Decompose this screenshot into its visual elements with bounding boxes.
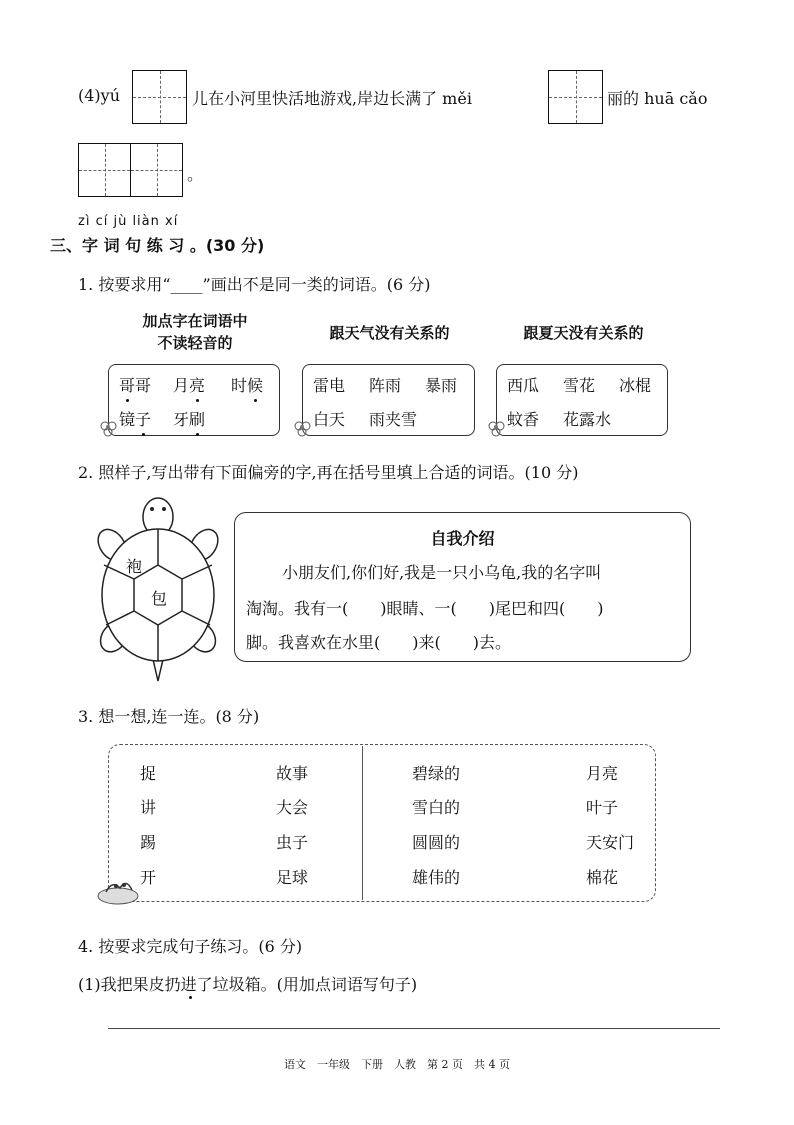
q4-prompt: 4. 按要求完成句子练习。(6 分) [78, 937, 303, 956]
match-word[interactable]: 虫子 [276, 833, 309, 852]
word-item[interactable]: 雷电 [313, 376, 346, 395]
doodle-decoration-icon [96, 876, 140, 906]
word-group-box [496, 364, 668, 436]
match-word[interactable]: 雄伟的 [412, 868, 461, 887]
page-footer: 语文 一年级 下册 人教 第 2 页 共 4 页 [284, 1058, 510, 1071]
word-item[interactable]: 西瓜 [507, 376, 540, 395]
section-pinyin: zì cí jù liàn xí [78, 214, 179, 229]
turtle-shell-char: 袍 [126, 557, 143, 576]
word-item[interactable]: 哥哥 [119, 373, 151, 396]
intro-line[interactable]: 淘淘。我有一( )眼睛、一( )尾巴和四( ) [246, 599, 604, 618]
flower-decoration-icon [486, 418, 508, 438]
section-title: 三、字 词 句 练 习 。(30 分) [50, 236, 265, 255]
intro-line[interactable]: 脚。我喜欢在水里( )来( )去。 [246, 633, 511, 652]
match-word[interactable]: 讲 [140, 798, 157, 817]
word-item[interactable]: 蚊香 [507, 410, 540, 429]
word-group-box [302, 364, 475, 436]
word-item[interactable]: 阵雨 [369, 376, 402, 395]
sentence-end-mark: 。 [187, 165, 204, 184]
match-word[interactable]: 大会 [276, 798, 309, 817]
word-item[interactable]: 暴雨 [425, 376, 458, 395]
word-item[interactable]: 冰棍 [619, 376, 652, 395]
matching-divider [362, 746, 363, 900]
match-word[interactable]: 碧绿的 [412, 764, 461, 783]
intro-line: 小朋友们,你们好,我是一只小乌龟,我的名字叫 [282, 563, 602, 582]
match-word[interactable]: 开 [140, 868, 157, 887]
word-item[interactable]: 镜子 [119, 407, 151, 430]
category-title: 加点字在词语中 不读轻音的 [142, 312, 248, 352]
flower-decoration-icon [292, 418, 314, 438]
match-word[interactable]: 足球 [276, 868, 309, 887]
footer-rule [108, 1028, 720, 1029]
category-title: 跟天气没有关系的 [329, 324, 450, 342]
match-word[interactable]: 踢 [140, 833, 157, 852]
word-item[interactable]: 花露水 [563, 410, 612, 429]
q4-fill-suffix: 丽的 huā cǎo [607, 89, 708, 108]
writing-box[interactable] [548, 70, 603, 124]
q4-fill-prefix: (4)yú [78, 86, 121, 105]
word-group-box [108, 364, 280, 436]
writing-box[interactable] [130, 143, 183, 197]
word-item[interactable]: 雪花 [563, 376, 596, 395]
intro-title: 自我介绍 [430, 529, 495, 548]
q4-item1: (1)我把果皮扔进了垃圾箱。(用加点词语写句子) [78, 975, 418, 994]
match-word[interactable]: 叶子 [586, 798, 619, 817]
q2-prompt: 2. 照样子,写出带有下面偏旁的字,再在括号里填上合适的词语。(10 分) [78, 463, 579, 482]
match-word[interactable]: 故事 [276, 764, 309, 783]
match-word[interactable]: 天安门 [586, 833, 635, 852]
writing-box[interactable] [78, 143, 131, 197]
word-item[interactable]: 雨夹雪 [369, 410, 418, 429]
match-word[interactable]: 棉花 [586, 868, 619, 887]
match-word[interactable]: 雪白的 [412, 798, 461, 817]
word-item[interactable]: 时候 [231, 373, 263, 396]
match-word[interactable]: 圆圆的 [412, 833, 461, 852]
emphasis-dot [189, 996, 192, 999]
word-item[interactable]: 牙刷 [173, 407, 205, 430]
category-title: 跟夏天没有关系的 [523, 324, 644, 342]
writing-box[interactable] [132, 70, 187, 124]
q3-prompt: 3. 想一想,连一连。(8 分) [78, 707, 260, 726]
q4-fill-mid: 儿在小河里快活地游戏,岸边长满了 měi [192, 89, 472, 108]
match-word[interactable]: 月亮 [586, 764, 619, 783]
word-item[interactable]: 月亮 [173, 373, 205, 396]
q1-prompt: 1. 按要求用“____”画出不是同一类的词语。(6 分) [78, 275, 431, 294]
word-item[interactable]: 白天 [313, 410, 346, 429]
flower-decoration-icon [98, 418, 120, 438]
match-word[interactable]: 捉 [140, 764, 157, 783]
matching-box [108, 744, 656, 902]
turtle-center-char: 包 [151, 589, 168, 608]
